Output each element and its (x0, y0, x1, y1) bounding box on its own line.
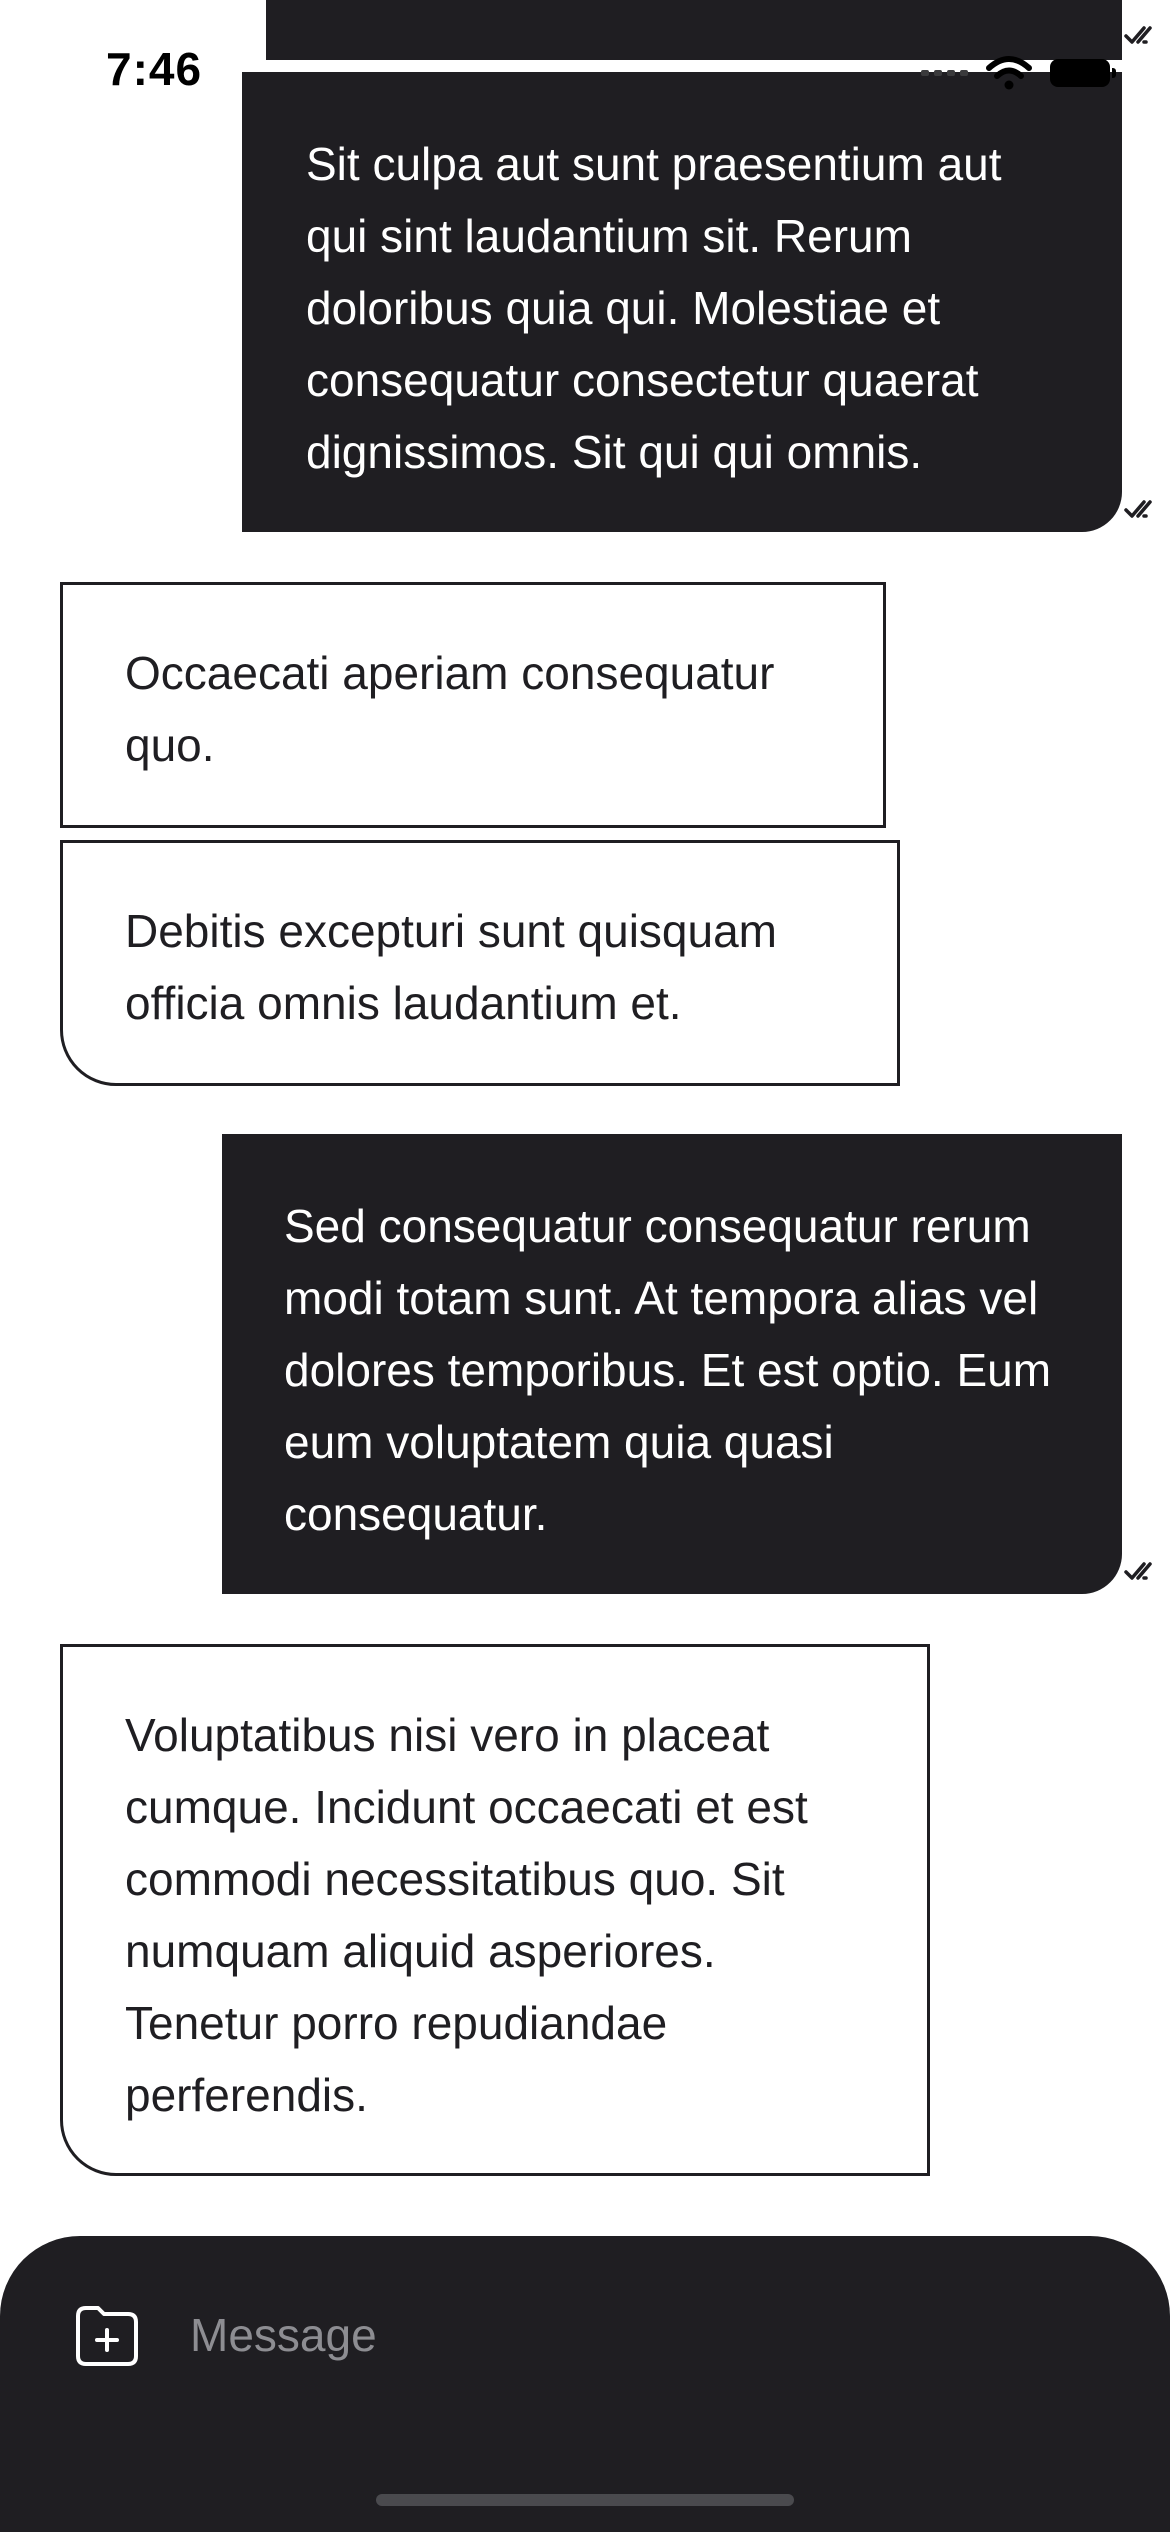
message-bubble-outgoing[interactable] (222, 1134, 1122, 1594)
message-bubble-incoming[interactable] (60, 1644, 930, 2176)
message-bubble-incoming[interactable] (60, 582, 886, 828)
message-text: Voluptatibus nisi vero in placeat cumque. Incidunt occaecati et est commodi necessitatibus quo. Sit numquam aliquid asperiores. Tenetur porro repudiandae perferendis. (125, 1709, 821, 2121)
home-indicator (376, 2494, 794, 2506)
double-check-icon (1124, 1558, 1164, 1582)
wifi-icon (986, 56, 1032, 90)
status-icons (921, 56, 1110, 90)
battery-icon (1050, 59, 1110, 87)
message-composer (0, 2236, 1170, 2532)
message-text: Sit culpa aut sunt praesentium aut qui sint laudantium sit. Rerum doloribus quia qui. Molestiae et consequatur consectetur quaerat dignissimos. Sit qui qui omnis. (306, 138, 1015, 478)
status-time: 7:46 (106, 43, 203, 95)
message-bubble-incoming[interactable] (60, 840, 900, 1086)
message-text: Occaecati aperiam consequatur quo. (125, 647, 788, 771)
message-bubble-outgoing[interactable] (266, 0, 1122, 60)
add-attachment-icon[interactable] (72, 2300, 142, 2370)
message-input[interactable] (190, 2298, 1070, 2372)
message-text: Debitis excepturi sunt quisquam officia omnis laudantium et. (125, 905, 790, 1029)
double-check-icon (1124, 496, 1164, 520)
double-check-icon (1124, 22, 1164, 46)
message-bubble-outgoing[interactable] (242, 72, 1122, 532)
cellular-signal-icon (921, 70, 968, 76)
message-text: Sed consequatur consequatur rerum modi totam sunt. At tempora alias vel dolores temporibus. Et est optio. Eum eum voluptatem quia quasi consequatur. (284, 1200, 1064, 1540)
